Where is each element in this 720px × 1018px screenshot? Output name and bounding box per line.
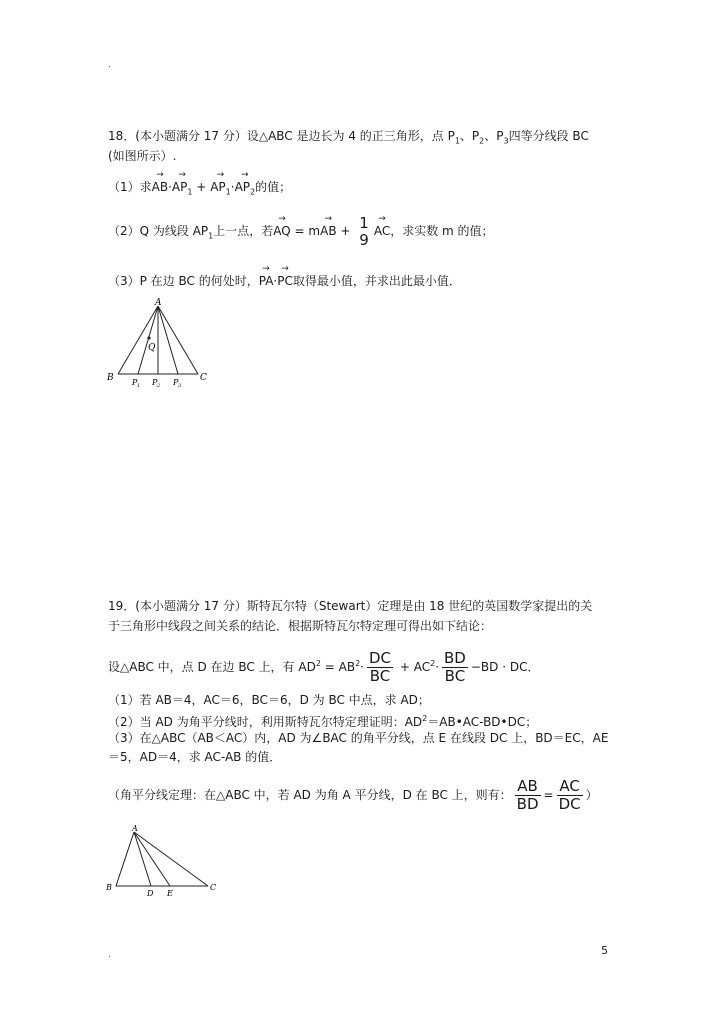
- equals-sign: =: [543, 788, 554, 802]
- q18-header-line2: (如图所示）.: [108, 149, 177, 163]
- fraction-bc: BC: [369, 667, 391, 685]
- q19-part3-line1: （3）在△ABC（AB＜AC）内，AD 为∠BAC 的角平分线，点 E 在线段 DC 上，BD＝EC，AE: [108, 731, 609, 745]
- fraction-one-ninth: [357, 215, 371, 249]
- label-e: E: [167, 889, 173, 898]
- page-number: 5: [601, 944, 608, 957]
- vector-ap1-sub: 1: [187, 187, 193, 197]
- label-d: D: [147, 889, 154, 898]
- square-exponent-3: 2: [430, 659, 436, 668]
- edge-ab-19: [116, 832, 134, 886]
- q18-part2-suffix: ，求实数 m 的值；: [390, 224, 494, 238]
- vector-ab: → AB: [152, 177, 168, 197]
- q19-part3-line2: ＝5，AD＝4，求 AC-AB 的值．: [108, 750, 282, 764]
- q19-theorem: [108, 775, 598, 815]
- edge-ab: [118, 306, 158, 374]
- label-a: A: [155, 298, 162, 308]
- label-c: C: [200, 373, 207, 383]
- segment-ap1: [138, 306, 158, 374]
- label-p2: P: [152, 378, 158, 387]
- square-exponent-2: 2: [355, 659, 361, 668]
- bottom-page-mark: .: [108, 950, 111, 960]
- q19-part2-suffix: ＝AB•AC-BD•DC；: [427, 715, 538, 729]
- fraction-dc-bc: [367, 650, 393, 685]
- q18-part2-mid: 上一点，若: [213, 224, 274, 238]
- fraction-ab: AB: [515, 778, 541, 796]
- q19-formula-plus: + AC: [399, 660, 431, 674]
- label-b-19: B: [106, 883, 112, 892]
- q19-header: 19．(本小题满分 17 分）斯特瓦尔特（Stewart）定理是由 18 世纪的英国数学家提出的关: [108, 599, 593, 613]
- label-p3-sub: 3: [178, 383, 182, 388]
- q19-header-line2: 于三角形中线段之间关系的结论．根据斯特瓦尔特定理可得出如下结论：: [108, 619, 493, 633]
- edge-ac-19: [134, 832, 208, 886]
- q19-part1: （1）若 AB＝4，AC＝6，BC＝6，D 为 BC 中点，求 AD；: [108, 693, 430, 707]
- q18-header-text: 18．(本小题满分 17 分）设△ABC 是边长为 4 的正三角形，点 P: [108, 129, 455, 143]
- fraction-bd-2: BD: [516, 795, 539, 813]
- square-exponent: 2: [315, 659, 321, 668]
- q18-part2-eq: = m: [294, 224, 321, 238]
- vector-ap2: [235, 177, 256, 202]
- vector-ap2-label: AP: [234, 180, 251, 194]
- vector-pc: → PC: [277, 271, 293, 291]
- dot-operator-4: ·: [360, 660, 364, 674]
- vector-ap1: [172, 177, 193, 202]
- segment-ad: [134, 832, 151, 886]
- fraction-den: 9: [359, 230, 369, 249]
- vector-aq: → AQ: [273, 212, 290, 250]
- q18-header-end: 四等分线段 BC: [508, 129, 589, 143]
- plus-operator: +: [196, 180, 207, 194]
- dot-operator-2: ·: [230, 180, 235, 194]
- q19-formula: [108, 644, 539, 687]
- fraction-ac-dc: [557, 778, 583, 813]
- fraction-ac: AC: [557, 778, 583, 796]
- plus-operator-2: +: [340, 224, 351, 238]
- fraction-num: 1: [359, 213, 369, 232]
- fraction-ab-bd: [515, 778, 541, 813]
- vector-ap1-label: AP: [171, 180, 188, 194]
- label-q: Q: [148, 343, 156, 353]
- q18-part3-prefix: （3）P 在边 BC 的何处时，: [108, 274, 259, 288]
- q18-sub-3: 3: [503, 136, 509, 146]
- label-p3: P: [173, 378, 179, 387]
- label-p2-sub: 2: [157, 383, 161, 388]
- point-q: [147, 336, 150, 339]
- label-b: B: [107, 373, 114, 383]
- fraction-dc: DC: [368, 649, 392, 667]
- vector-ap1-b-label: AP: [210, 180, 226, 194]
- vector-pa: → PA: [259, 271, 274, 291]
- q19-theorem-prefix: （角平分线定理：在△ABC 中，若 AD 为角 A 平分线，D 在 BC 上，则有：: [108, 788, 512, 802]
- fraction-dc-2: DC: [558, 795, 581, 813]
- q18-part2-sub: 1: [208, 231, 214, 241]
- segment-ae: [134, 832, 170, 886]
- q18-part1-suffix: 的值；: [255, 180, 292, 194]
- edge-ac: [158, 306, 198, 374]
- q19-triangle-figure: [104, 822, 222, 898]
- q18-header-p3: 、P: [484, 129, 504, 143]
- q18-header-p2: 、P: [459, 129, 480, 143]
- label-a-19: A: [132, 824, 138, 833]
- q18-part2-prefix: （2）Q 为线段 AP: [108, 224, 209, 238]
- vector-ac: → AC: [374, 212, 390, 250]
- vector-ap1-b-sub: 1: [225, 187, 231, 197]
- dot-operator: ·: [168, 180, 172, 194]
- top-page-mark: .: [108, 60, 111, 70]
- q18-sub-2: 2: [479, 136, 485, 146]
- segment-ap3: [158, 306, 178, 374]
- q19-theorem-suffix: ）: [585, 788, 598, 802]
- square-exponent-4: 2: [422, 714, 428, 723]
- label-c-19: C: [210, 883, 217, 892]
- q19-formula-prefix: 设△ABC 中，点 D 在边 BC 上，有 AD: [108, 660, 316, 674]
- q18-header: [108, 126, 589, 151]
- q18-part1-prefix: （1）求: [108, 180, 152, 194]
- vector-ap1-b: [210, 177, 231, 202]
- fraction-bd-bc: [442, 650, 468, 685]
- q18-part2: [108, 212, 494, 255]
- q18-sub-1: 1: [454, 136, 460, 146]
- q19-part2-prefix: （2）当 AD 为角平分线时，利用斯特瓦尔特定理证明：AD: [108, 715, 423, 729]
- vector-ab-2: → AB: [320, 212, 336, 250]
- dot-operator-3: ·: [273, 274, 278, 288]
- q18-triangle-figure: [104, 296, 214, 388]
- q18-part1: [108, 177, 291, 202]
- label-p1-sub: 1: [137, 383, 141, 388]
- fraction-bc-2: BC: [444, 667, 466, 685]
- fraction-bd: BD: [444, 649, 466, 667]
- q18-part3: [108, 271, 461, 291]
- q19-formula-eq: = AB: [324, 660, 356, 674]
- dot-operator-5: ·: [435, 660, 440, 674]
- q18-part3-suffix: 取得最小值，并求出此最小值．: [292, 274, 461, 288]
- label-p1: P: [132, 378, 138, 387]
- vector-ap2-sub: 2: [250, 187, 256, 197]
- q19-formula-suffix: −BD · DC．: [470, 660, 540, 674]
